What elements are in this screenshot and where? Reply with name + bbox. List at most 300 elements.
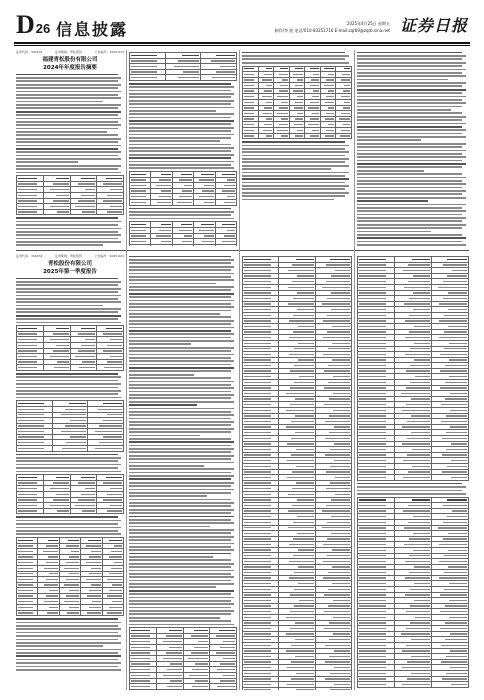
cell-text-mark (131, 680, 150, 681)
cell-text-mark (114, 562, 122, 563)
text-line (129, 262, 231, 264)
cell-text-mark (244, 544, 271, 545)
text-line (129, 485, 231, 487)
cell-text-mark (82, 510, 96, 511)
cell-text-mark (244, 281, 271, 282)
cell-text-mark (412, 466, 430, 467)
text-line (16, 221, 121, 223)
cell-text-mark (312, 96, 319, 97)
text-line (129, 603, 234, 605)
cell-text-mark (291, 645, 314, 646)
cell-text-mark (244, 331, 271, 332)
text-line (129, 448, 234, 450)
cell-text-mark (334, 684, 350, 685)
cell-text-mark (53, 499, 68, 500)
cell-text-mark (204, 202, 213, 203)
text-line (357, 92, 462, 94)
cell-text-mark (103, 350, 122, 351)
cell-text-mark (85, 339, 96, 340)
cell-text-mark (103, 420, 122, 421)
text-line (129, 451, 231, 453)
cell-text-mark (263, 130, 272, 131)
cell-text-mark (359, 393, 386, 394)
cell-text-mark (18, 477, 37, 478)
cell-text-mark (85, 189, 96, 190)
cell-text-mark (443, 264, 467, 265)
cell-text-mark (217, 669, 235, 670)
cell-text-mark (333, 410, 350, 411)
cell-text-mark (288, 270, 314, 271)
cell-text-mark (244, 415, 271, 416)
cell-text-mark (18, 562, 33, 563)
cell-text-mark (279, 74, 288, 75)
cell-text-mark (244, 309, 271, 310)
cell-text-mark (446, 449, 467, 450)
text-line (129, 330, 231, 332)
cell-text-mark (439, 544, 467, 545)
cell-text-mark (49, 607, 58, 608)
table-cell (102, 610, 123, 616)
financial-table (242, 66, 352, 140)
cell-text-mark (244, 555, 271, 556)
cell-text-mark (244, 477, 271, 478)
table-cell (81, 610, 102, 616)
cell-text-mark (281, 102, 288, 103)
cell-text-mark (244, 443, 271, 444)
table-cell (320, 133, 336, 139)
text-line (129, 140, 220, 142)
cell-text-mark (443, 522, 467, 523)
cell-text-mark (292, 488, 314, 489)
cell-text-mark (447, 275, 467, 276)
cell-text-mark (451, 460, 467, 461)
table-cell (395, 475, 432, 481)
cell-text-mark (18, 482, 37, 483)
text-line (129, 340, 234, 342)
text-line (357, 89, 466, 91)
cell-text-mark (448, 292, 467, 293)
cell-text-mark (67, 612, 80, 613)
cell-text-mark (359, 605, 386, 606)
cell-text-mark (359, 684, 386, 685)
cell-text-mark (448, 326, 467, 327)
cell-text-mark (295, 415, 314, 416)
cell-text-mark (199, 230, 214, 231)
text-line (129, 505, 231, 507)
cell-text-mark (328, 605, 350, 606)
cell-text-mark (244, 482, 271, 483)
cell-text-mark (295, 102, 303, 103)
cell-text-mark (445, 365, 467, 366)
cell-text-mark (413, 516, 430, 517)
cell-text-mark (326, 505, 350, 506)
table-cell (194, 244, 215, 246)
cell-text-mark (289, 354, 313, 355)
cell-text-mark (335, 477, 350, 478)
table-row (17, 209, 124, 215)
table-cell (165, 75, 201, 81)
table-cell (274, 133, 290, 139)
cell-text-mark (310, 85, 319, 86)
text-line (357, 79, 448, 81)
cell-text-mark (442, 454, 467, 455)
cell-text-mark (291, 661, 314, 662)
text-line (16, 141, 118, 143)
cell-text-mark (297, 533, 313, 534)
cell-text-mark (131, 60, 157, 61)
cell-text-mark (289, 577, 313, 578)
cell-text-mark (359, 337, 386, 338)
cell-text-mark (449, 376, 467, 377)
cell-text-mark (244, 264, 271, 265)
cell-text-mark (161, 224, 171, 225)
cell-text-mark (244, 661, 271, 662)
text-line (16, 669, 121, 671)
text-line (129, 316, 231, 318)
cell-text-mark (244, 259, 271, 260)
cell-text-mark (438, 287, 467, 288)
cell-text-mark (328, 572, 350, 573)
editor-line: 制作/李 波 电话/010-83251716 E-mail:zqrb9@zqrb.sina.net (274, 28, 390, 33)
cell-text-mark (244, 124, 254, 125)
text-line (357, 166, 462, 168)
text-line (16, 387, 118, 389)
cell-text-mark (277, 96, 288, 97)
text-line (357, 123, 466, 125)
cell-text-mark (78, 482, 95, 483)
cell-text-mark (86, 579, 100, 580)
text-line (129, 458, 231, 460)
text-line (16, 77, 121, 79)
cell-text-mark (279, 124, 288, 125)
cell-text-mark (292, 505, 313, 506)
cell-text-mark (244, 398, 271, 399)
cell-text-mark (439, 303, 467, 304)
cell-text-mark (107, 345, 122, 346)
text-line (129, 93, 234, 95)
text-line (129, 556, 213, 558)
text-line (129, 208, 231, 210)
table-cell (183, 689, 210, 690)
body-text (16, 516, 124, 535)
cell-text-mark (295, 432, 313, 433)
cell-text-mark (288, 494, 314, 495)
cell-text-mark (408, 522, 430, 523)
cell-text-mark (443, 281, 467, 282)
cell-text-mark (408, 471, 430, 472)
cell-text-mark (68, 540, 79, 541)
text-line (357, 210, 466, 212)
cell-text-mark (244, 577, 271, 578)
cell-text-mark (82, 211, 96, 212)
text-line (357, 119, 462, 121)
cell-text-mark (294, 348, 314, 349)
cell-text-mark (81, 477, 95, 478)
text-line (129, 214, 231, 216)
cell-text-mark (244, 102, 254, 103)
cell-text-mark (163, 641, 182, 642)
cell-text-mark (112, 584, 123, 585)
cell-text-mark (312, 130, 319, 131)
text-line (16, 460, 118, 462)
text-line (129, 286, 234, 288)
cell-text-mark (448, 550, 467, 551)
text-line (129, 624, 234, 626)
cell-text-mark (359, 510, 386, 511)
cell-text-mark (92, 601, 101, 602)
table-cell (210, 689, 237, 690)
cell-text-mark (179, 230, 192, 231)
cell-text-mark (244, 275, 271, 276)
cell-text-mark (244, 510, 271, 511)
text-line (16, 138, 121, 140)
cell-text-mark (451, 477, 467, 478)
cell-text-mark (359, 415, 386, 416)
cell-text-mark (310, 118, 319, 119)
text-line (129, 157, 231, 159)
cell-text-mark (438, 527, 467, 528)
table-cell (279, 687, 315, 690)
cell-text-mark (334, 460, 350, 461)
text-line (357, 156, 466, 158)
cell-text-mark (413, 292, 430, 293)
text-line (16, 288, 121, 290)
cell-text-mark (359, 292, 386, 293)
table-cell (258, 133, 274, 139)
text-line (242, 188, 345, 190)
cell-text-mark (341, 113, 350, 114)
text-line (129, 397, 231, 399)
cell-text-mark (244, 370, 271, 371)
cell-text-mark (199, 196, 213, 197)
financial-table (129, 627, 237, 690)
cell-text-mark (111, 551, 122, 552)
text-line (129, 522, 234, 524)
cell-text-mark (286, 393, 314, 394)
body-text (16, 454, 124, 473)
cell-text-mark (18, 488, 37, 489)
table-cell (432, 682, 469, 688)
cell-text-mark (104, 367, 122, 368)
text-line (16, 642, 121, 644)
table-grid (242, 66, 352, 140)
cell-text-mark (18, 350, 37, 351)
cell-text-mark (297, 275, 314, 276)
cell-text-mark (323, 354, 350, 355)
cell-text-mark (324, 68, 334, 69)
cell-text-mark (89, 590, 101, 591)
text-line (357, 204, 466, 206)
cell-text-mark (244, 611, 271, 612)
cell-text-mark (69, 403, 86, 404)
cell-text-mark (244, 600, 271, 601)
cell-text-mark (194, 630, 208, 631)
cell-text-mark (410, 605, 430, 606)
text-line (129, 300, 234, 302)
table-grid (16, 474, 124, 514)
cell-text-mark (334, 667, 350, 668)
cell-text-mark (359, 449, 386, 450)
table-cell (336, 133, 352, 139)
table-grid (129, 627, 237, 690)
cell-text-mark (359, 354, 386, 355)
cell-text-mark (330, 482, 350, 483)
cell-text-mark (69, 573, 79, 574)
table-cell (243, 133, 259, 139)
cell-text-mark (296, 259, 313, 260)
cell-text-mark (359, 650, 386, 651)
financial-table (16, 175, 124, 215)
text-line (16, 639, 118, 641)
section-code (16, 12, 50, 38)
table-cell (358, 475, 395, 481)
cell-text-mark (313, 90, 319, 91)
cell-text-mark (163, 658, 181, 659)
cell-text-mark (264, 90, 272, 91)
column-divider (126, 50, 127, 690)
cell-text-mark (244, 326, 271, 327)
text-line (357, 153, 462, 155)
text-line (242, 175, 345, 177)
cell-text-mark (291, 678, 313, 679)
text-line (16, 311, 118, 313)
text-line (129, 164, 231, 166)
text-line (16, 645, 103, 647)
cell-text-mark (166, 635, 181, 636)
cell-text-mark (359, 432, 386, 433)
cell-text-mark (99, 442, 122, 443)
table-cell (38, 610, 59, 616)
cell-text-mark (18, 431, 44, 432)
cell-text-mark (439, 561, 467, 562)
cell-text-mark (87, 595, 101, 596)
text-line (129, 414, 234, 416)
text-line (357, 193, 462, 195)
cell-text-mark (95, 448, 122, 449)
text-line (129, 103, 231, 105)
text-line (129, 465, 204, 467)
cell-text-mark (310, 102, 319, 103)
cell-text-mark (407, 438, 430, 439)
cell-text-mark (404, 544, 430, 545)
text-line (129, 512, 231, 514)
text-line (242, 158, 349, 160)
cell-text-mark (313, 74, 319, 75)
cell-text-mark (290, 611, 314, 612)
cell-text-mark (287, 684, 314, 685)
text-line (357, 75, 466, 77)
cell-text-mark (359, 667, 386, 668)
cell-text-mark (311, 79, 318, 80)
cell-text-mark (69, 556, 80, 557)
cell-text-mark (449, 600, 467, 601)
text-line (129, 583, 234, 585)
text-line (16, 151, 121, 153)
text-line (129, 559, 231, 561)
text-line (129, 120, 234, 122)
text-line (129, 421, 234, 423)
cell-text-mark (106, 178, 122, 179)
cell-text-mark (442, 471, 467, 472)
cell-text-mark (290, 370, 314, 371)
cell-text-mark (325, 102, 335, 103)
cell-text-mark (331, 516, 350, 517)
annual-report-column-4 (357, 50, 469, 246)
text-line (129, 590, 234, 592)
table-cell (130, 75, 166, 81)
cell-text-mark (216, 71, 235, 72)
cell-text-mark (359, 454, 386, 455)
cell-text-mark (170, 663, 182, 664)
cell-text-mark (244, 538, 271, 539)
cell-text-mark (131, 669, 150, 670)
table-grid (357, 497, 469, 688)
text-line (16, 241, 121, 243)
cell-text-mark (222, 241, 235, 242)
text-line (129, 269, 231, 271)
body-text (242, 141, 352, 200)
cell-text-mark (18, 584, 33, 585)
cell-text-mark (179, 196, 192, 197)
cell-text-mark (263, 113, 273, 114)
table-cell (17, 610, 38, 616)
cell-text-mark (403, 460, 430, 461)
cell-text-mark (359, 661, 386, 662)
cell-text-mark (331, 292, 350, 293)
cell-text-mark (333, 617, 350, 618)
text-line (16, 383, 121, 385)
text-line (16, 662, 121, 664)
text-line (16, 649, 121, 651)
cell-text-mark (329, 398, 350, 399)
cell-text-mark (440, 354, 467, 355)
cell-text-mark (450, 633, 467, 634)
cell-text-mark (18, 333, 37, 334)
text-line (129, 306, 234, 308)
cell-text-mark (359, 398, 386, 399)
cell-text-mark (295, 656, 313, 657)
cell-text-mark (244, 432, 271, 433)
cell-text-mark (111, 568, 122, 569)
cell-text-mark (322, 303, 350, 304)
cell-text-mark (112, 601, 122, 602)
cell-text-mark (201, 174, 213, 175)
cell-text-mark (181, 224, 192, 225)
cell-text-mark (286, 633, 314, 634)
cell-text-mark (262, 79, 272, 80)
text-line (242, 62, 349, 64)
cell-text-mark (326, 281, 350, 282)
cell-text-mark (443, 298, 467, 299)
cell-text-mark (340, 135, 350, 136)
cell-text-mark (244, 421, 271, 422)
cell-text-mark (324, 85, 334, 86)
cell-text-mark (62, 448, 87, 449)
cell-text-mark (359, 555, 386, 556)
cell-text-mark (18, 499, 37, 500)
cell-text-mark (53, 350, 68, 351)
cell-text-mark (131, 224, 146, 225)
cell-text-mark (18, 425, 44, 426)
cell-text-mark (359, 617, 386, 618)
cell-text-mark (18, 211, 37, 212)
table-row (358, 475, 469, 481)
cell-text-mark (297, 309, 313, 310)
text-line (129, 475, 234, 477)
table-cell (395, 682, 432, 688)
cell-text-mark (334, 650, 350, 651)
cell-text-mark (298, 343, 314, 344)
